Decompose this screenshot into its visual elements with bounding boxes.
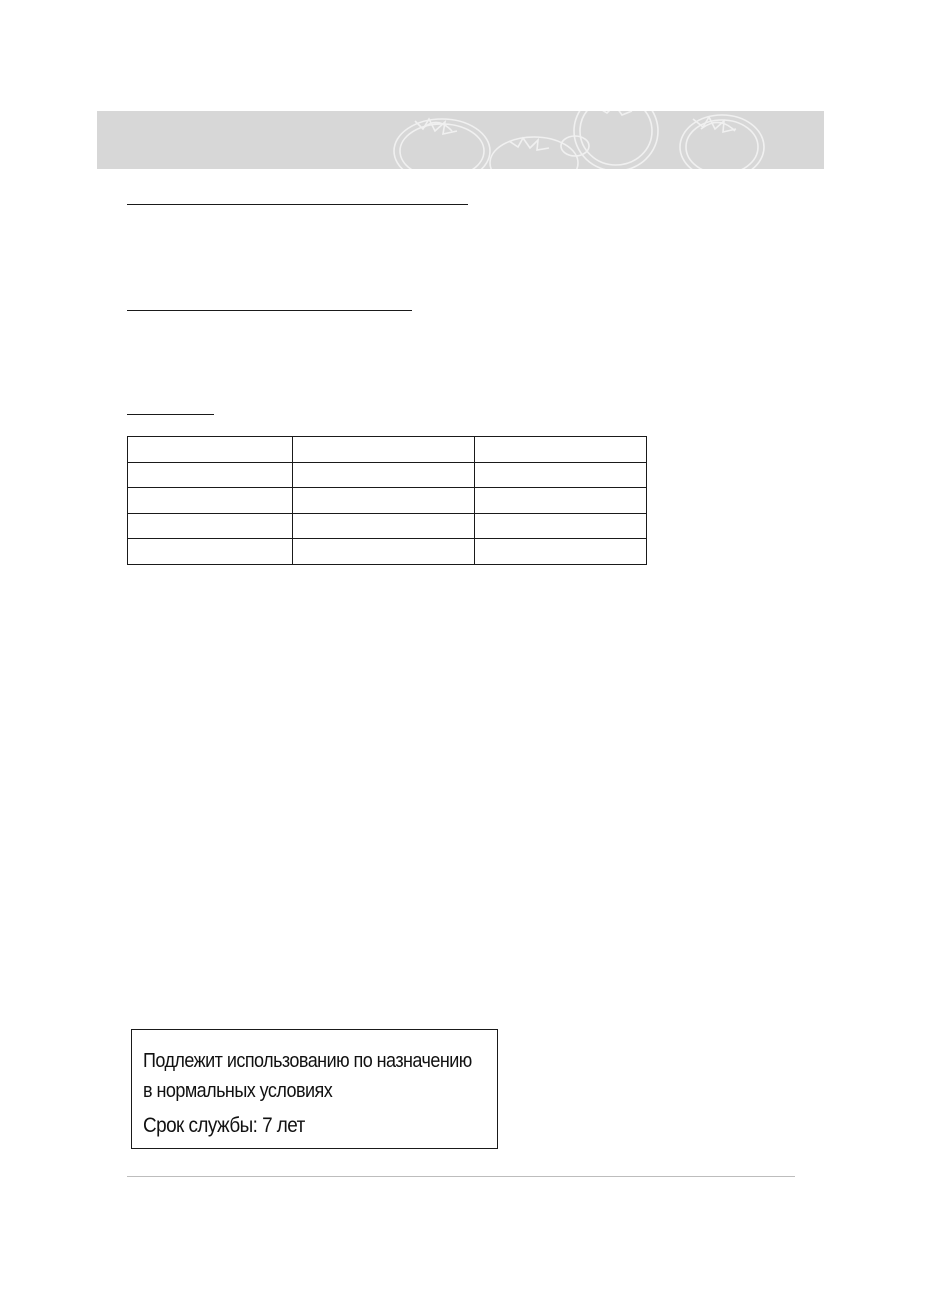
table-cell [293, 437, 475, 463]
notice-service-life-text: Срок службы: 7 лет [143, 1114, 305, 1137]
tomato-decoration-icon [97, 111, 824, 169]
table-cell [475, 437, 647, 463]
table-cell [128, 539, 293, 565]
table-cell [293, 462, 475, 488]
section-heading-underline-2 [127, 310, 412, 311]
footer-divider [127, 1176, 795, 1177]
section-heading-underline-1 [127, 204, 468, 205]
table-cell [128, 513, 293, 539]
table-row [128, 513, 647, 539]
usage-notice-box [131, 1029, 498, 1149]
table-cell [475, 462, 647, 488]
spec-table [127, 436, 647, 565]
table-cell [293, 539, 475, 565]
table-cell [475, 488, 647, 514]
table-cell [475, 539, 647, 565]
table-cell [128, 437, 293, 463]
table-row [128, 539, 647, 565]
table-cell [293, 513, 475, 539]
table-cell [475, 513, 647, 539]
table-cell [128, 488, 293, 514]
table-cell [128, 462, 293, 488]
notice-usage-text: Подлежит использованию по назначению [143, 1050, 472, 1072]
table-row [128, 437, 647, 463]
table-row [128, 462, 647, 488]
table-row [128, 488, 647, 514]
notice-conditions-text: в нормальных условиях [143, 1080, 333, 1102]
header-banner [97, 111, 824, 169]
section-heading-underline-3 [127, 414, 214, 415]
table-cell [293, 488, 475, 514]
